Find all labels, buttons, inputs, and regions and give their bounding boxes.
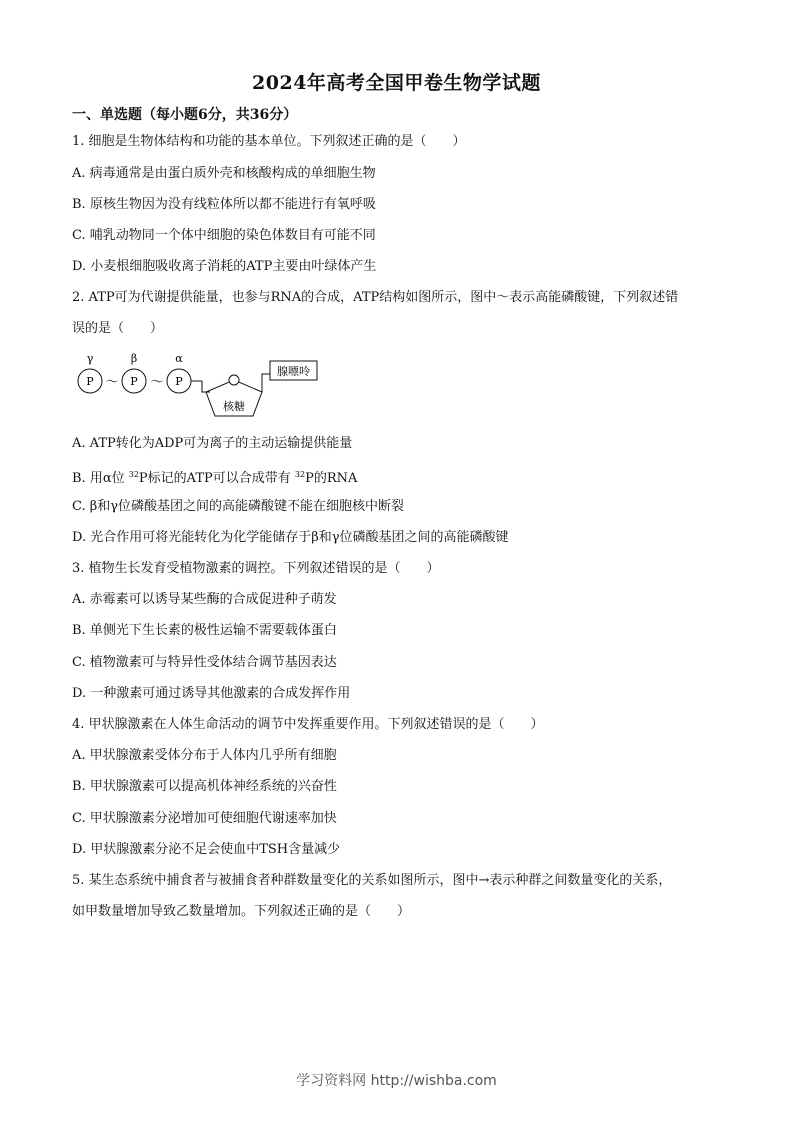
page-title: 2024年高考全国甲卷生物学试题 xyxy=(252,72,541,94)
question-4-option-b: B. 甲状腺激素可以提高机体神经系统的兴奋性 xyxy=(72,779,337,794)
question-1-option-a: A. 病毒通常是由蛋白质外壳和核酸构成的单细胞生物 xyxy=(72,166,376,181)
question-5-stem-line-1: 5. 某生态系统中捕食者与被捕食者种群数量变化的关系如图所示，图中→表示种群之间数量变化的关系， xyxy=(72,873,672,888)
phosphate-alpha-text: P xyxy=(175,375,183,388)
question-2-option-d: D. 光合作用可将光能转化为化学能储存于β和γ位磷酸基团之间的高能磷酸键 xyxy=(72,530,509,545)
phosphate-ribose-bond xyxy=(191,381,210,392)
question-2-option-c: C. β和γ位磷酸基团之间的高能磷酸键不能在细胞核中断裂 xyxy=(72,499,405,514)
question-2-stem-line-2: 误的是（ ） xyxy=(72,321,164,336)
gamma-label: γ xyxy=(86,352,94,365)
question-3-option-a: A. 赤霉素可以诱导某些酶的合成促进种子萌发 xyxy=(72,592,337,607)
question-2-option-b xyxy=(72,466,357,488)
question-1-option-d: D. 小麦根细胞吸收离子消耗的ATP主要由叶绿体产生 xyxy=(72,259,377,274)
alpha-label: α xyxy=(175,352,183,365)
high-energy-bond-2: ～ xyxy=(150,375,164,390)
question-3-option-d: D. 一种激素可通过诱导其他激素的合成发挥作用 xyxy=(72,686,351,701)
ribose-adenine-bond xyxy=(262,374,270,392)
question-3-option-c: C. 植物激素可与特异性受体结合调节基因表达 xyxy=(72,655,337,670)
question-2-option-a: A. ATP转化为ADP可为离子的主动运输提供能量 xyxy=(72,436,353,451)
ring-oxygen xyxy=(229,375,239,385)
question-5-stem-line-2: 如甲数量增加导致乙数量增加。下列叙述正确的是（ ） xyxy=(72,904,411,919)
question-1-stem: 1. 细胞是生物体结构和功能的基本单位。下列叙述正确的是（ ） xyxy=(72,134,466,149)
section-header: 一、单选题（每小题6分，共36分） xyxy=(72,107,298,123)
phosphate-gamma-text: P xyxy=(86,375,94,388)
question-3-option-b: B. 单侧光下生长素的极性运输不需要载体蛋白 xyxy=(72,623,337,638)
option-b-middle: P标记的ATP可以合成带有 xyxy=(138,471,295,486)
question-4-stem: 4. 甲状腺激素在人体生命活动的调节中发挥重要作用。下列叙述错误的是（ ） xyxy=(72,717,544,732)
ribose-label: 核糖 xyxy=(223,400,245,413)
question-4-option-c: C. 甲状腺激素分泌增加可使细胞代谢速率加快 xyxy=(72,811,337,826)
question-4-option-d: D. 甲状腺激素分泌不足会使血中TSH含量减少 xyxy=(72,842,341,857)
option-b-suffix: P的RNA xyxy=(305,471,358,486)
phosphate-beta-text: P xyxy=(130,375,138,388)
question-1-option-c: C. 哺乳动物同一个体中细胞的染色体数目有可能不同 xyxy=(72,228,376,243)
question-1-option-b: B. 原核生物因为没有线粒体所以都不能进行有氧呼吸 xyxy=(72,197,376,212)
question-4-option-a: A. 甲状腺激素受体分布于人体内几乎所有细胞 xyxy=(72,748,337,763)
atp-structure-diagram xyxy=(72,348,332,420)
question-3-stem: 3. 植物生长发育受植物激素的调控。下列叙述错误的是（ ） xyxy=(72,561,440,576)
adenine-label: 腺嘌呤 xyxy=(277,365,310,378)
isotope-mass-2: 32 xyxy=(294,470,306,479)
high-energy-bond-1: ～ xyxy=(105,375,119,390)
question-2-stem-line-1: 2. ATP可为代谢提供能量，也参与RNA的合成，ATP结构如图所示，图中～表示高能磷酸键，下列叙述错 xyxy=(72,290,679,305)
isotope-mass-1: 32 xyxy=(128,470,139,479)
beta-label: β xyxy=(130,352,138,365)
option-b-prefix: B. 用α位 xyxy=(72,471,129,486)
footer-watermark[interactable]: 学习资料网 http://wishba.com xyxy=(296,1073,497,1089)
